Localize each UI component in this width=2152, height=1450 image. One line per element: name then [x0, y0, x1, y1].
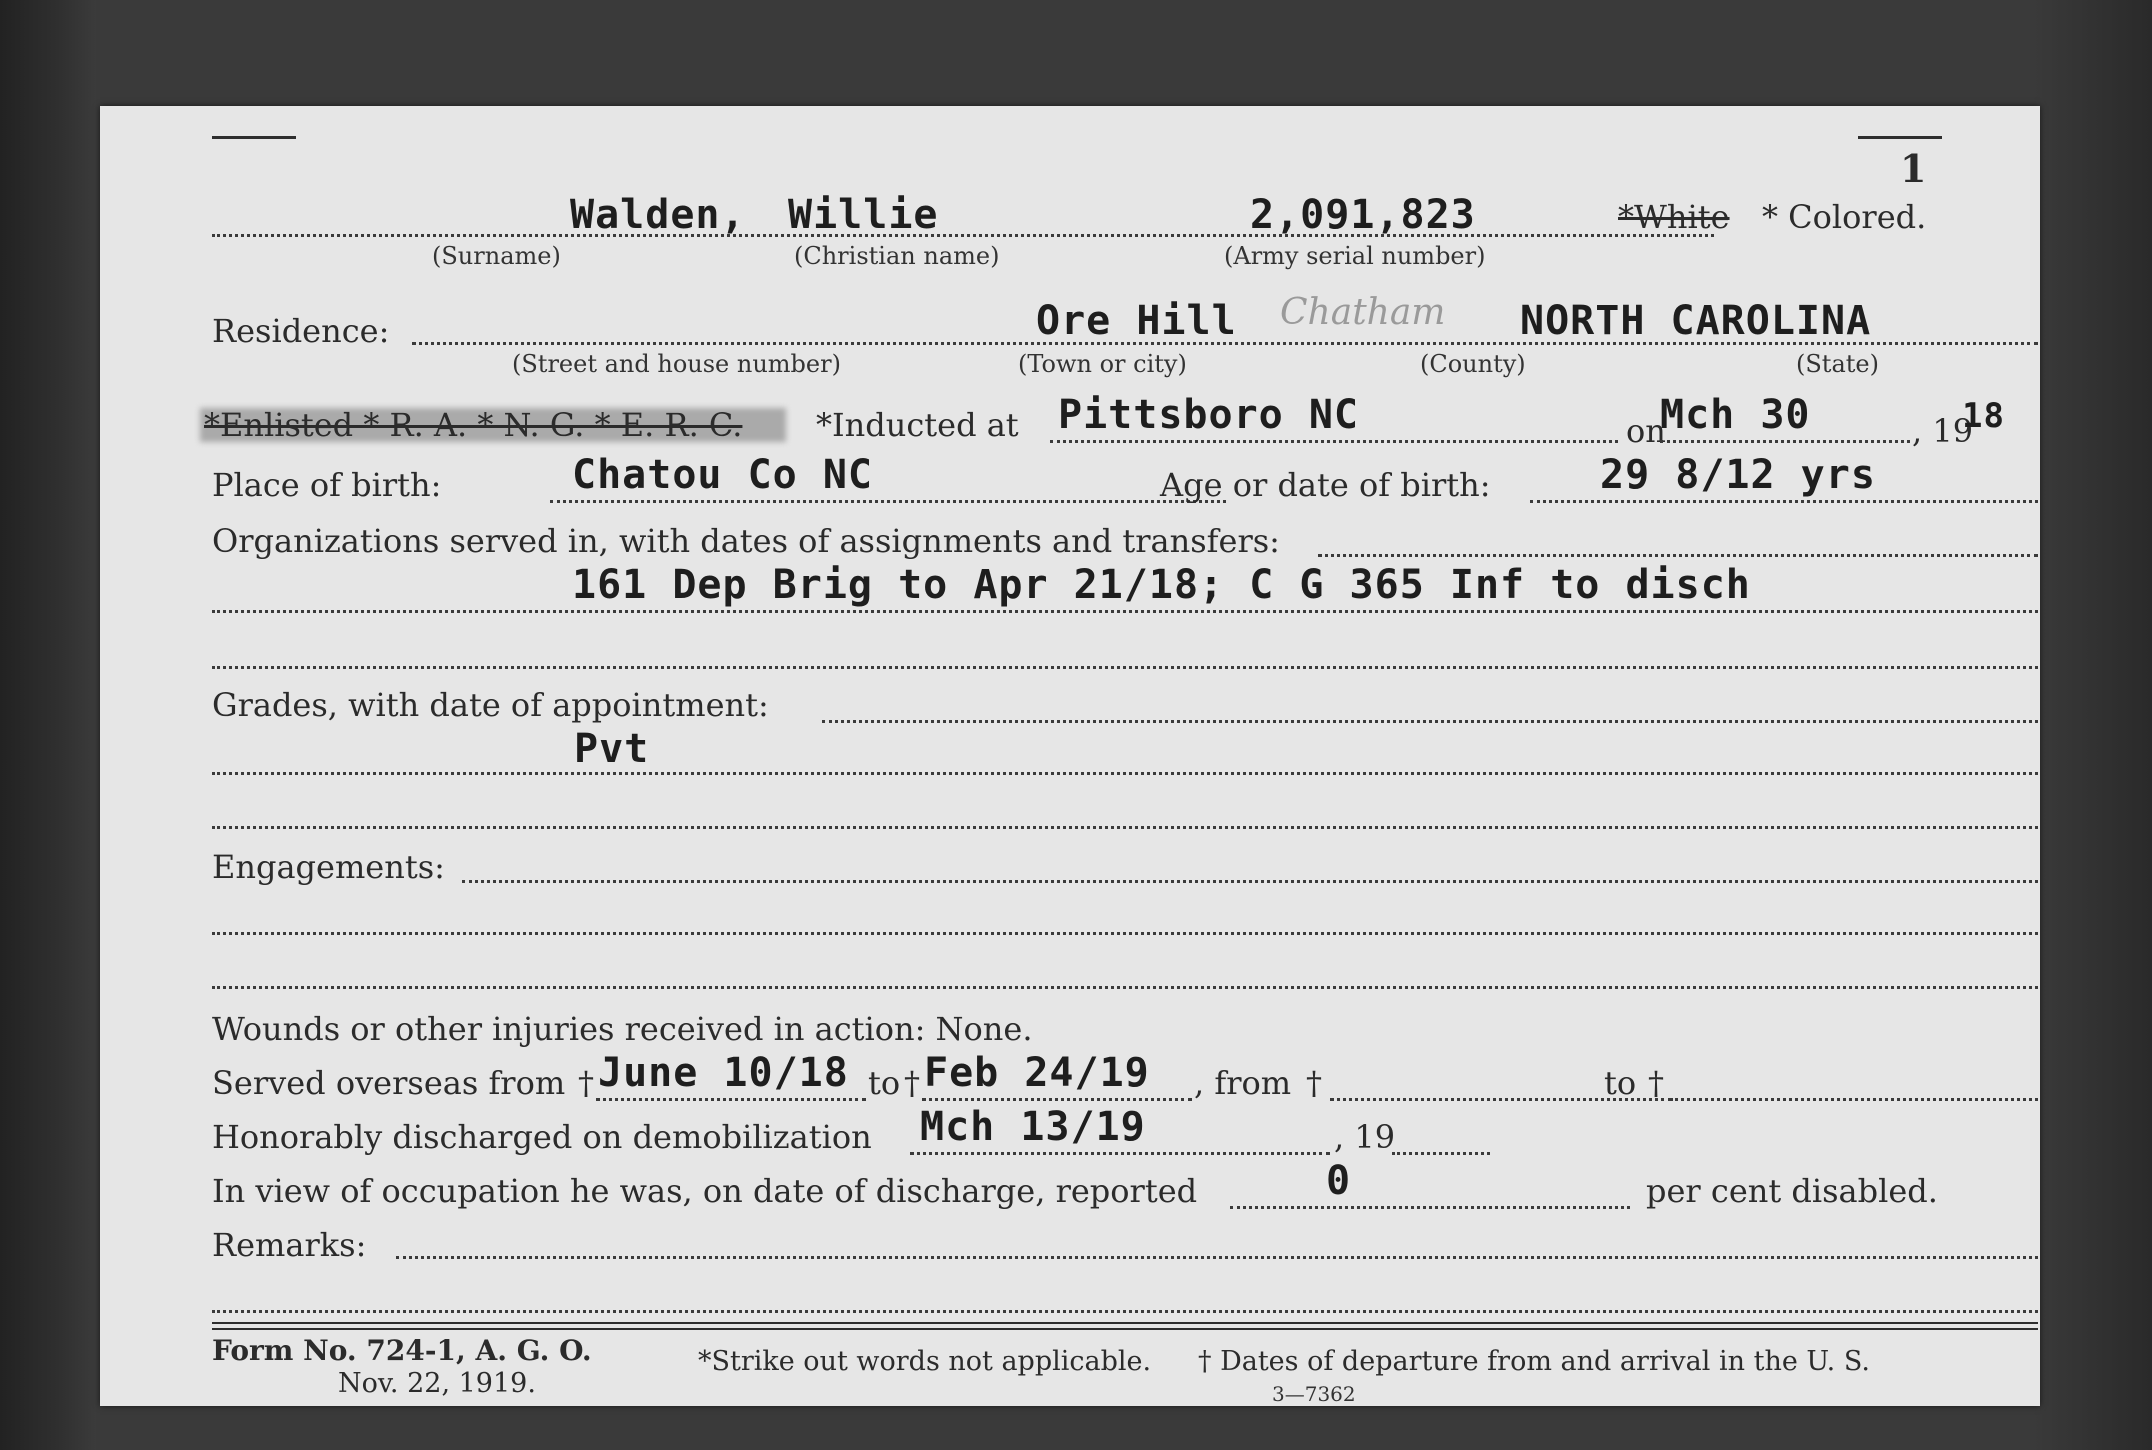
disability-label: In view of occupation he was, on date of discharge, reported [212, 1172, 1198, 1210]
remarks-label: Remarks: [212, 1226, 367, 1264]
form-number: Form No. 724-1, A. G. O. [212, 1334, 592, 1367]
grades-line-2 [212, 772, 2038, 775]
discharge-line [910, 1152, 1330, 1155]
overseas-from-line [596, 1098, 866, 1101]
disability-suffix: per cent disabled. [1646, 1172, 1938, 1210]
year-prefix: , 19 [1912, 412, 1974, 450]
surname: Walden, [570, 192, 746, 238]
discharge-date: Mch 13/19 [920, 1104, 1146, 1150]
age-label: Age or date of birth: [1160, 466, 1491, 504]
place-of-birth: Chatou Co NC [572, 452, 873, 498]
disability-percent: 0 [1326, 1158, 1352, 1204]
discharge-year-line [1392, 1152, 1490, 1155]
dagger-3: † [1306, 1064, 1322, 1102]
age-value: 29 8/12 yrs [1600, 452, 1876, 498]
age-line [1530, 500, 2038, 503]
christian-name-caption: (Christian name) [794, 242, 1000, 270]
organizations-line-1 [1318, 554, 2038, 557]
street-caption: (Street and house number) [512, 350, 841, 378]
overseas-to-line [922, 1098, 1192, 1101]
engagements-line-2 [212, 932, 2038, 935]
town-caption: (Town or city) [1018, 350, 1187, 378]
remarks-line-1 [396, 1256, 2038, 1259]
grades-line-1 [822, 720, 2038, 723]
organizations-entry: 161 Dep Brig to Apr 21/18; C G 365 Inf to disch [572, 562, 1751, 608]
residence-label: Residence: [212, 312, 390, 350]
white-option: *White [1618, 198, 1730, 236]
footer-rule-1 [212, 1322, 2038, 1324]
organizations-line-2 [212, 610, 2038, 613]
dagger-4: † [1648, 1064, 1664, 1102]
on-label: on [1626, 412, 1666, 450]
grades-label: Grades, with date of appointment: [212, 686, 769, 724]
discharge-year-label: , 19 [1334, 1118, 1396, 1156]
residence-county: Chatham [1280, 292, 1446, 333]
organizations-label: Organizations served in, with dates of assignments and transfers: [212, 522, 1280, 560]
enlisted-options: *Enlisted * R. A. * N. G. * E. R. C. [204, 406, 743, 444]
organizations-line-3 [212, 666, 2038, 669]
to-label-1: to [868, 1064, 901, 1102]
from-label-2: , from [1194, 1064, 1292, 1102]
print-code: 3—7362 [1272, 1382, 1356, 1406]
form-date: Nov. 22, 1919. [338, 1368, 536, 1399]
county-caption: (County) [1420, 350, 1526, 378]
engagements-label: Engagements: [212, 848, 445, 886]
engagements-line-1 [462, 880, 2038, 883]
surname-caption: (Surname) [432, 242, 561, 270]
residence-town: Ore Hill [1036, 298, 1237, 344]
inducted-at: Pittsboro NC [1058, 392, 1359, 438]
engagements-line-3 [212, 986, 2038, 989]
induction-date: Mch 30 [1660, 392, 1811, 438]
overseas-arrival: Feb 24/19 [924, 1050, 1150, 1096]
card-number: 1 [1900, 146, 1927, 191]
top-right-rule [1858, 136, 1942, 139]
grades-line-3 [212, 826, 2038, 829]
dagger-1: † [578, 1064, 594, 1102]
remarks-line-2 [212, 1310, 2038, 1313]
scan-backdrop-left [0, 0, 96, 1450]
scan-backdrop-right [2032, 0, 2152, 1450]
colored-option: * Colored. [1762, 198, 1927, 236]
serial-caption: (Army serial number) [1224, 242, 1486, 270]
date-line [1660, 440, 1910, 443]
top-left-rule [212, 136, 296, 139]
overseas-to-line-2 [1670, 1098, 2038, 1101]
strike-out-note: *Strike out words not applicable. [698, 1346, 1152, 1377]
to-label-2: to [1604, 1064, 1637, 1102]
disability-line [1230, 1206, 1630, 1209]
wounds-label: Wounds or other injuries received in action: None. [212, 1010, 1033, 1048]
name-line [212, 234, 1714, 237]
inducted-label: *Inducted at [816, 406, 1019, 444]
induction-year: 18 [1962, 396, 2005, 436]
discharge-label: Honorably discharged on demobilization [212, 1118, 872, 1156]
overseas-departure: June 10/18 [598, 1050, 849, 1096]
served-overseas-label: Served overseas from [212, 1064, 566, 1102]
inducted-line [1050, 440, 1618, 443]
residence-state: NORTH CAROLINA [1520, 298, 1872, 344]
service-record-card [100, 106, 2040, 1406]
place-of-birth-line [550, 500, 1226, 503]
christian-name: Willie [788, 192, 939, 238]
grade-entry: Pvt [574, 726, 650, 772]
army-serial-number: 2,091,823 [1250, 192, 1476, 238]
state-caption: (State) [1796, 350, 1879, 378]
footer-rule-2 [212, 1328, 2038, 1330]
place-of-birth-label: Place of birth: [212, 466, 442, 504]
dates-note: † Dates of departure from and arrival in the U. S. [1198, 1346, 1870, 1377]
dagger-2: † [904, 1064, 920, 1102]
